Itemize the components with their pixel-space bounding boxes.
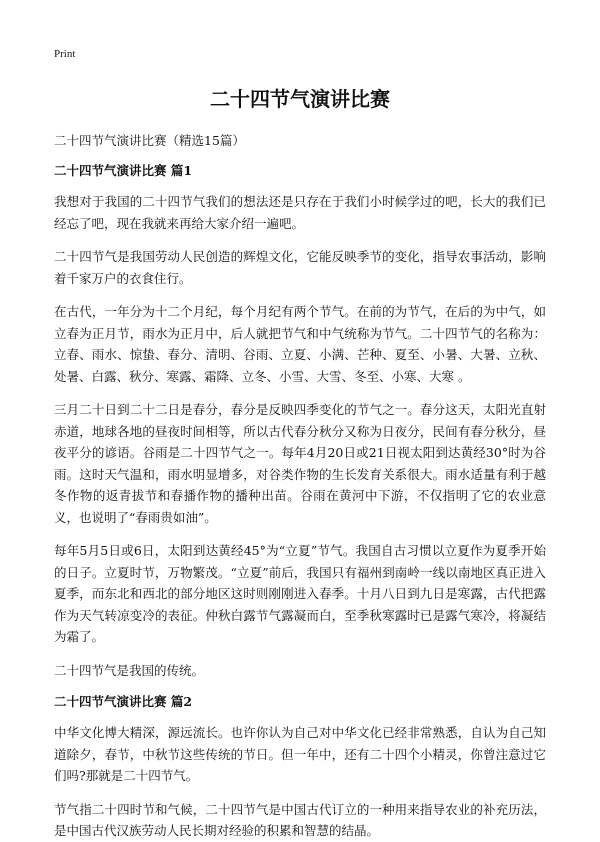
section-heading-2: 二十四节气演讲比赛 篇2 [54,694,193,709]
paragraph: 每年5月5日或6日，太阳到达黄经45°为“立夏”节气。我国自古习惯以立夏作为夏季开始的日子。立夏时节，万物繁茂。“立夏”前后，我国只有福州到南岭一线以南地区真正进入夏季，而东北和西北的部分地区这时则刚刚进入春季。十月八日到九日是寒露，古代把露作为天气转凉变冷的表征。仲秋白露节气露凝而白，至季秋寒露时已是露气寒冷，将凝结为霜了。 [54,543,546,644]
paragraph: 中华文化博大精深，源远流长。也许你认为自己对中华文化已经非常熟悉，自认为自己知道除夕，春节，中秋节这些传统的节日。但一年中，还有二十四个小精灵，你曾注意过它们吗?那就是二十四节气。 [54,725,546,783]
paragraph: 二十四节气是我国的传统。 [54,662,205,678]
paragraph: 节气指二十四时节和气候，二十四节气是中国古代订立的一种用来指导农业的补充历法，是中国古代汉族劳动人民长期对经验的积累和智慧的结晶。 [54,801,546,838]
paragraph: 三月二十日到二十二日是春分，春分是反映四季变化的节气之一。春分这天，太阳光直射赤道，地球各地的昼夜时间相等，所以古代春分秋分又称为日夜分，民间有春分秋分，昼夜平分的谚语。谷雨是二十四节气之一。每年4月20日或21日视太阳到达黄经30°时为谷雨。这时天气温和，雨水明显增多，对谷类作物的生长发育关系很大。雨水适量有利于越冬作物的返青拔节和春播作物的播种出苗。谷雨在黄河中下游，不仅指明了它的农业意义，也说明了“春雨贵如油”。 [54,402,546,525]
page-title: 二十四节气演讲比赛 [210,87,390,111]
paragraph: 在古代，一年分为十二个月纪，每个月纪有两个节气。在前的为节气，在后的为中气，如立春为正月节，雨水为正月中，后人就把节气和中气统称为节气。二十四节气的名称为： 立春、雨水、惊蛰、春分、清明、谷雨、立夏、小满、芒种、夏至、小暑、大暑、立秋、处暑、白露、秋分、寒露、霜降、立冬、小雪、大雪、冬至、小寒、大寒 。 [54,304,546,384]
print-link[interactable]: Print [54,48,76,60]
section-heading-1: 二十四节气演讲比赛 篇1 [54,163,193,178]
document-subtitle: 二十四节气演讲比赛（精选15篇） [54,133,245,148]
paragraph: 我想对于我国的二十四节气我们的想法还是只存在于我们小时候学过的吧，长大的我们已经忘了吧，现在我就来再给大家介绍一遍吧。 [54,194,546,231]
paragraph: 二十四节气是我国劳动人民创造的辉煌文化，它能反映季节的变化，指导农事活动，影响着千家万户的衣食住行。 [54,249,546,286]
